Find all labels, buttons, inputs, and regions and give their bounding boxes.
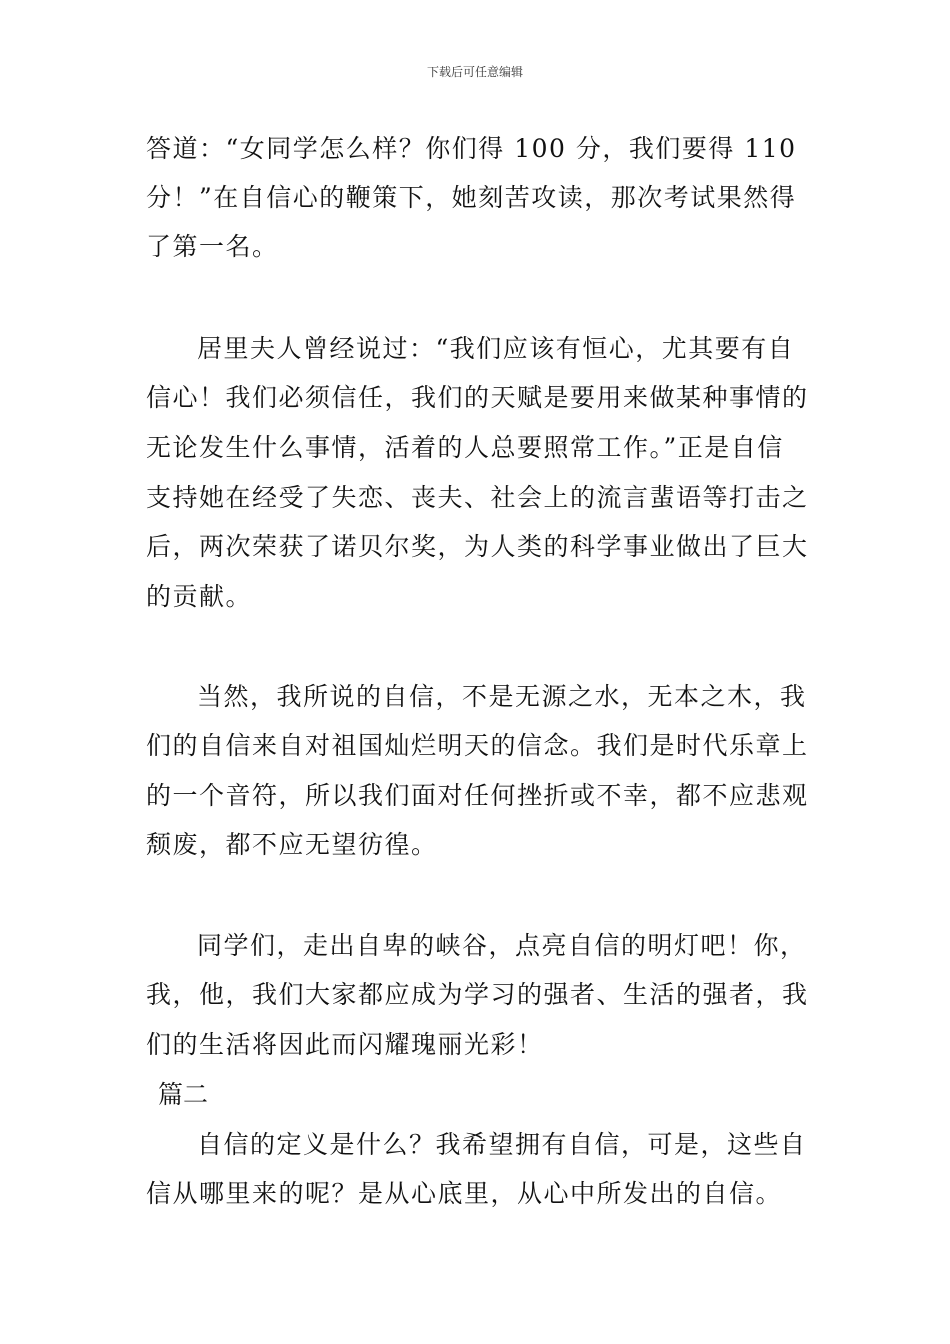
- paragraph-line: 分！”在自信心的鞭策下，她刻苦攻读，那次考试果然得: [146, 183, 797, 212]
- paragraph-line: 支持她在经受了失恋、丧夫、社会上的流言蜚语等打击之: [146, 483, 809, 512]
- paragraph-line: 信心！我们必须信任，我们的天赋是要用来做某种事情的: [146, 383, 809, 412]
- paragraph-line: 当然，我所说的自信，不是无源之水，无本之木，我: [197, 682, 807, 711]
- paragraph-line: 我，他，我们大家都应成为学习的强者、生活的强者，我: [146, 980, 809, 1009]
- page-header: 下载后可任意编辑: [426, 65, 523, 79]
- paragraph-line: 信从哪里来的呢？是从心底里，从心中所发出的自信。: [146, 1179, 783, 1208]
- paragraph-line: 们的生活将因此而闪耀瑰丽光彩！: [146, 1030, 544, 1059]
- paragraph-line: 颓废，都不应无望彷徨。: [146, 830, 438, 859]
- paragraph-line: 了第一名。: [146, 232, 279, 261]
- paragraph-line: 同学们，走出自卑的峡谷，点亮自信的明灯吧！你，: [197, 931, 807, 960]
- paragraph-line: 答道：“女同学怎么样？你们得 100 分，我们要得 110: [146, 134, 797, 163]
- paragraph-line: 后，两次荣获了诺贝尔奖，为人类的科学事业做出了巨大: [146, 532, 809, 561]
- paragraph-line: 自信的定义是什么？我希望拥有自信，可是，这些自: [197, 1130, 807, 1159]
- paragraph-line: 的一个音符，所以我们面对任何挫折或不幸，都不应悲观: [146, 781, 809, 810]
- paragraph-line: 居里夫人曾经说过：“我们应该有恒心，尤其要有自: [197, 334, 795, 363]
- section-title: 篇二: [158, 1080, 209, 1109]
- paragraph-line: 的贡献。: [146, 582, 253, 611]
- paragraph-line: 无论发生什么事情，活着的人总要照常工作。”正是自信: [146, 433, 784, 462]
- paragraph-line: 们的自信来自对祖国灿烂明天的信念。我们是时代乐章上: [146, 731, 809, 760]
